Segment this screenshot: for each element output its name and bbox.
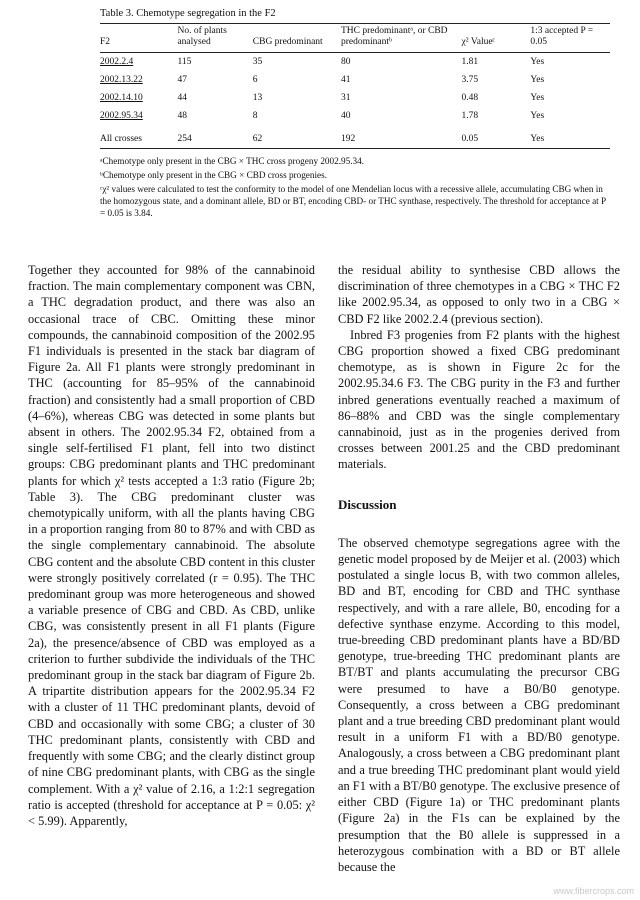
watermark: www.fibercrops.com — [553, 886, 634, 896]
cell-f2: 2002.2.4 — [100, 57, 134, 67]
header-plants-analysed: No. of plants analysed — [177, 26, 227, 47]
table-footnotes — [100, 155, 610, 219]
table-row-total — [100, 125, 610, 149]
header-f2: F2 — [100, 37, 111, 47]
segregation-table — [100, 23, 610, 149]
body-paragraph: Inbred F3 progenies from F2 plants with the highest CBG proportion showed a fixed CBG predominant chemotype, as is shown in Figure 2c for the 2002.95.34.6 F3. The CBG purity in the F3 and further inbred generations eventually reached a maximum of 86–88% and CBD was the single complementary cannabinoid, just as in the progenies derived from crosses between 2001.25 and the CBD predominant materials. — [338, 327, 620, 472]
cell-thc-cbd: 40 — [340, 111, 351, 121]
cell-f2: 2002.95.34 — [100, 111, 143, 121]
cell-chi: 0.05 — [461, 134, 479, 144]
header-thc-cbd-predominant: THC predominantᵃ, or CBD predominantᵇ — [340, 26, 448, 47]
cell-f2: 2002.13.22 — [100, 75, 143, 85]
cell-thc-cbd: 41 — [340, 75, 351, 85]
cell-cbg: 62 — [252, 134, 263, 144]
body-paragraph: the residual ability to synthesise CBD allows the discrimination of three chemotypes in a CBG × THC F2 like 2002.95.34, as opposed to only two in a CBG × CBD F2 like 2002.2.4 (previous section). — [338, 263, 620, 326]
body-paragraph: The observed chemotype segregations agree with the genetic model proposed by de Meijer et al. (2003) which postulated a single locus B, with two common alleles, BD and BT, encoding for CBD and THC synthase respectively, and with a rare allele, B0, encoding for a defective synthase enzyme. According to this model, true-breeding CBD predominant plants have a BD/BD genotype, true-breeding THC predominant plants are BT/BT and plants accumulating the precursor CBG were presumed to have a B0/B0 genotype. Consequently, a cross between a CBG predominant plant and a true breeding CBD predominant plant would result in a uniform F1 with a BD/B0 genotype. Analogously, a cross between a CBG predominant plant and a true breeding THC predominant plant would yield an F1 with a BT/B0 genotype. The exclusive presence of either CBD (Figure 1a) or THC predominant plants (Figure 2a) in the F1s can be explained by the presumption that the B0 allele is suppressed in a heterozygous combination with a BD or BT allele because the — [338, 535, 620, 874]
cell-chi: 3.75 — [461, 75, 479, 85]
cell-chi: 1.78 — [461, 111, 479, 121]
cell-accepted: Yes — [530, 111, 545, 121]
cell-cbg: 8 — [252, 111, 258, 121]
header-cbg-predominant: CBG predominant — [252, 37, 323, 47]
left-column — [28, 262, 315, 829]
cell-plants: 47 — [177, 75, 187, 85]
header-accepted: 1:3 accepted P = 0.05 — [530, 26, 594, 47]
body-paragraph: Together they accounted for 98% of the cannabinoid fraction. The main complementary component was CBN, a THC degradation product, and there was also an occasional trace of CBC. Omitting these minor compounds, the cannabinoid composition of the 2002.95 F1 individuals is presented in the stack bar diagram of Figure 2a. All F1 plants were strongly predominant in THC (accounting for 85–95% of the cannabinoid fraction) and consistently had a small proportion of CBD (4–6%), whereas CBG was detected in some plants but absent in others. The 2002.95.34 F2, obtained from a single self-fertilised F1 plant, fell into two distinct groups: CBG predominant plants and THC predominant plants for which χ² tests accepted a 1:3 ratio (Figure 2b; Table 3). The CBG predominant cluster was chemotypically uniform, with all the plants having CBG in a proportion ranging from 80 to 87% and with CBD as the single complementary cannabinoid. The absolute CBG content and the absolute CBD content in this cluster were strongly positively correlated (r = 0.95). The THC predominant group was more heterogeneous and showed a variable presence of CBG and CBD. As CBD, unlike CBG, was consistently present in all F1 plants (Figure 2a), the presence/absence of CBD was employed as a criterion to further subdivide the individuals of the THC predominant group in the stack bar diagram of Figure 2b. A tripartite distribution appears for the 2002.95.34 F2 with a cluster of 11 THC predominant plants, devoid of CBD and occasionally with some CBG; a cluster of 30 THC predominant plants, consistently with CBD and frequently with some CBG; and the clearly distinct group of nine CBG predominant plants, with CBG as the single complement. With a χ² value of 2.16, a 1:2:1 segregation ratio is accepted (threshold for acceptance at P = 0.05: χ² < 5.99). Apparently, — [28, 263, 315, 828]
footnote-b: ᵇChemotype only present in the CBG × CBD cross progenies. — [100, 170, 327, 180]
footnote-a: ᵃChemotype only present in the CBG × THC cross progeny 2002.95.34. — [100, 156, 364, 166]
cell-accepted: Yes — [530, 75, 545, 85]
table-bottom-rule — [100, 149, 610, 150]
cell-cbg: 35 — [252, 57, 263, 67]
cell-accepted: Yes — [530, 93, 545, 103]
cell-plants: 48 — [177, 111, 187, 121]
table-3 — [100, 8, 610, 221]
header-chi-value: χ² Valueᶜ — [461, 37, 495, 47]
table-row — [100, 107, 610, 125]
cell-thc-cbd: 80 — [340, 57, 351, 67]
table-row — [100, 89, 610, 107]
cell-f2: All crosses — [100, 134, 142, 144]
table-row — [100, 53, 610, 72]
cell-accepted: Yes — [530, 134, 545, 144]
table-row — [100, 71, 610, 89]
table-caption: Table 3. Chemotype segregation in the F2 — [100, 8, 276, 19]
cell-chi: 0.48 — [461, 93, 479, 103]
section-heading-discussion: Discussion — [338, 496, 397, 512]
cell-cbg: 13 — [252, 93, 263, 103]
cell-thc-cbd: 192 — [340, 134, 356, 144]
right-column — [338, 262, 620, 875]
table-header-row — [100, 24, 610, 53]
cell-cbg: 6 — [252, 75, 258, 85]
cell-plants: 254 — [177, 134, 192, 144]
footnote-c: ᶜχ² values were calculated to test the conformity to the model of one Mendelian locus with a recessive allele, accumulating CBG when in the homozygous state, and a dominant allele, BD or BT, encoding CBD- or THC synthase, respectively. The threshold for acceptance at P = 0.05 is 3.84. — [100, 184, 606, 218]
cell-thc-cbd: 31 — [340, 93, 351, 103]
cell-chi: 1.81 — [461, 57, 479, 67]
cell-plants: 115 — [177, 57, 192, 67]
cell-f2: 2002.14.10 — [100, 93, 143, 103]
cell-accepted: Yes — [530, 57, 545, 67]
cell-plants: 44 — [177, 93, 187, 103]
